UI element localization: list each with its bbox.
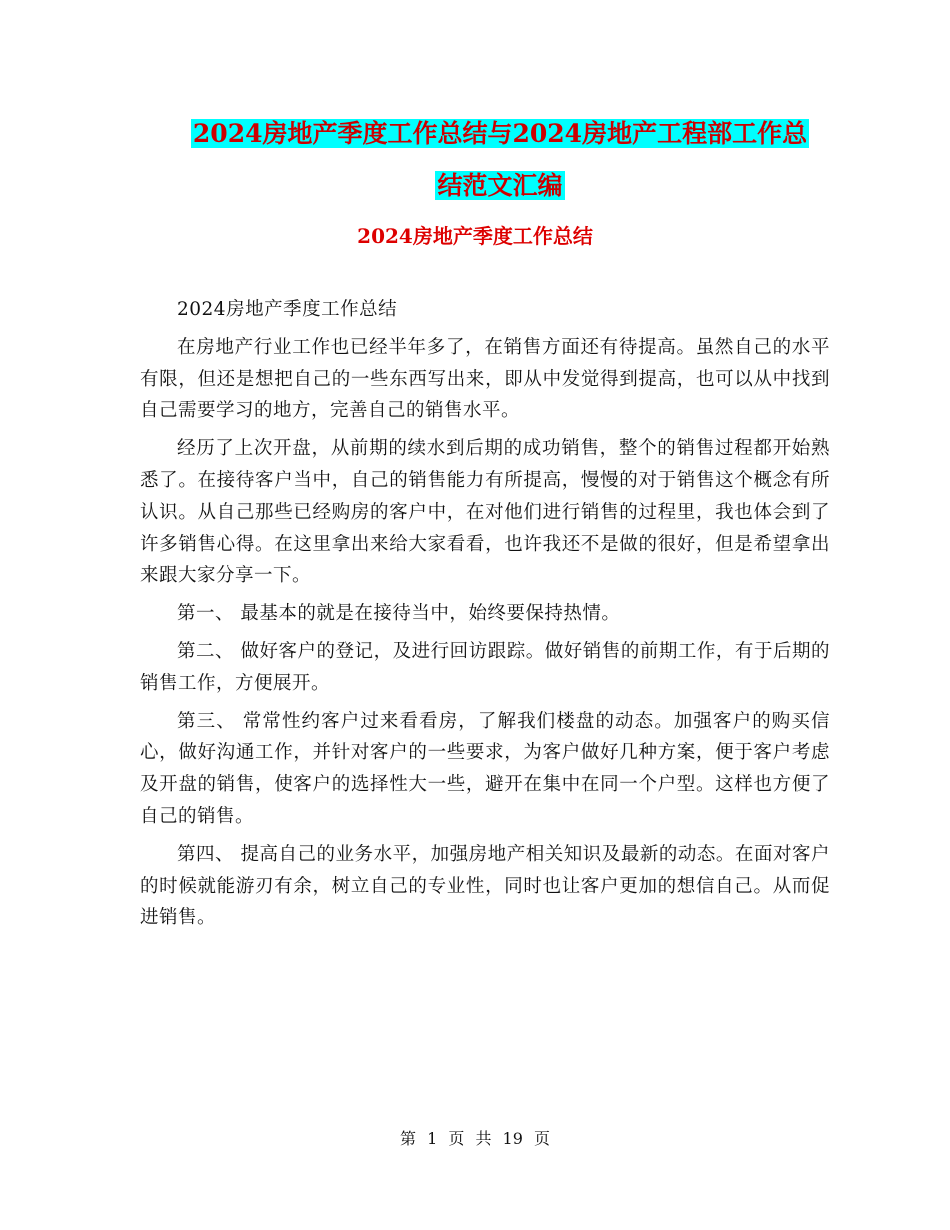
- paragraph: 第四、 提高自己的业务水平，加强房地产相关知识及最新的动态。在面对客户的时候就能游刃有余，树立自己的专业性，同时也让客户更加的想信自己。从而促进销售。: [140, 843, 830, 929]
- document-title: [140, 108, 860, 212]
- paragraph: 第一、 最基本的就是在接待当中，始终要保持热情。: [177, 603, 621, 625]
- title-line-1: 2024房地产季度工作总结与2024房地产工程部工作总: [192, 119, 808, 148]
- paragraph: 第二、 做好客户的登记，及进行回访跟踪。做好销售的前期工作，有于后期的销售工作，方便展开。: [140, 640, 830, 694]
- paragraph: 2024房地产季度工作总结: [177, 299, 398, 320]
- paragraph: 在房地产行业工作也已经半年多了，在销售方面还有待提高。虽然自己的水平有限，但还是想把自己的一些东西写出来，即从中发觉得到提高，也可以从中找到自己需要学习的地方，完善自己的销售水平。: [140, 336, 830, 422]
- document-body: [140, 294, 830, 940]
- section-title: 2024房地产季度工作总结: [357, 224, 593, 248]
- paragraph: 第三、 常常性约客户过来看看房，了解我们楼盘的动态。加强客户的购买信心，做好沟通工作，并针对客户的一些要求，为客户做好几种方案，便于客户考虑及开盘的销售，使客户的选择性大一些，避开在集中在同一个户型。这样也方便了自己的销售。: [140, 710, 830, 827]
- title-line-2: 结范文汇编: [437, 171, 563, 200]
- page-number-footer: 第 1 页 共 19 页: [400, 1129, 550, 1148]
- paragraph: 经历了上次开盘，从前期的续水到后期的成功销售，整个的销售过程都开始熟悉了。在接待客户当中，自己的销售能力有所提高，慢慢的对于销售这个概念有所认识。从自己那些已经购房的客户中，在对他们进行销售的过程里，我也体会到了许多销售心得。在这里拿出来给大家看看，也许我还不是做的很好，但是希望拿出来跟大家分享一下。: [140, 438, 830, 587]
